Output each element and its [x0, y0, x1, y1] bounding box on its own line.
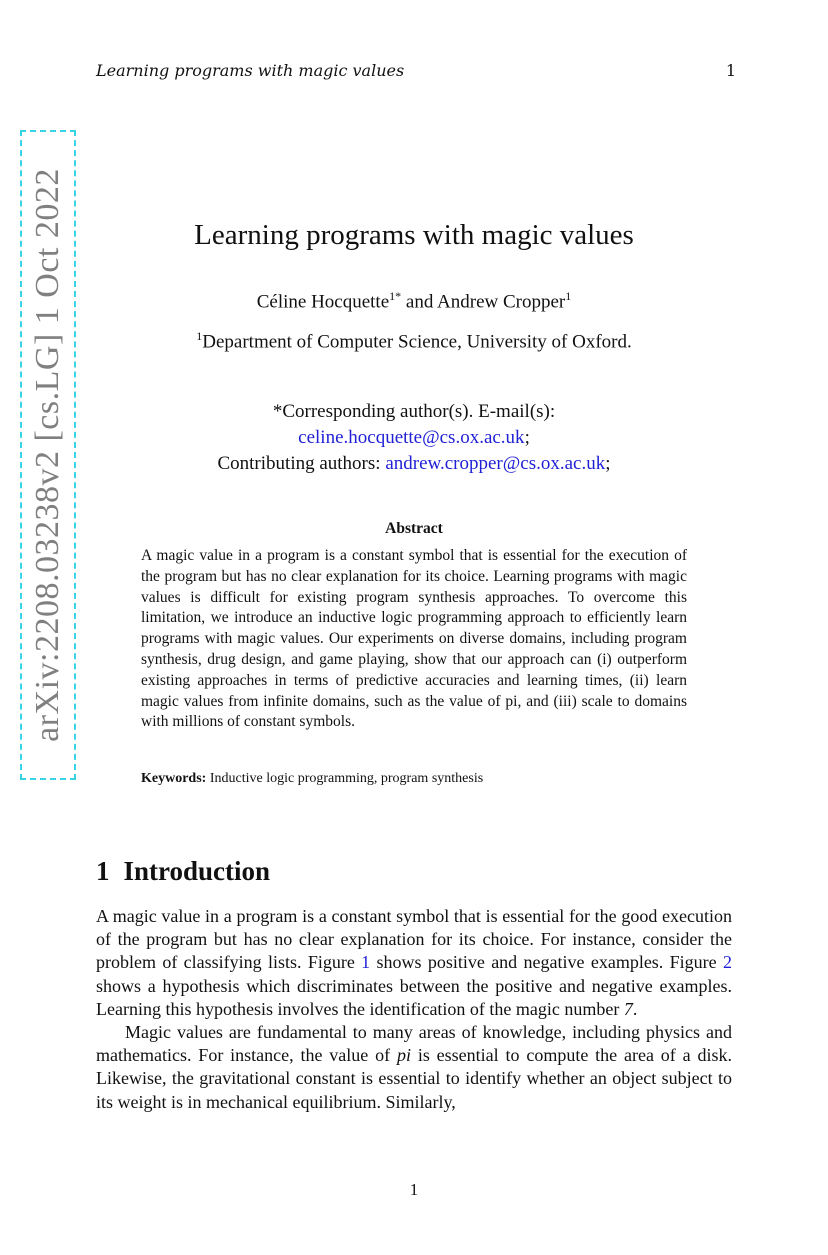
author-list [0, 289, 828, 313]
section-body [96, 905, 732, 1114]
keywords-text: Inductive logic programming, program synthesis [206, 771, 484, 786]
paragraph [96, 1021, 732, 1114]
figure-ref-link[interactable]: 2 [723, 952, 732, 973]
section-title: Introduction [123, 856, 271, 886]
author-name: Céline Hocquette [256, 291, 390, 313]
affiliation-text: Department of Computer Science, University of Oxford. [202, 331, 632, 353]
separator: ; [605, 453, 611, 474]
running-title: Learning programs with magic values [96, 61, 405, 80]
paragraph-text: Magic values are fundamental to many areas of knowledge, including physics and mathematics. For instance, the value of [96, 1022, 732, 1066]
corresponding-line: *Corresponding author(s). E-mail(s): [272, 401, 556, 422]
header-page-number: 1 [725, 61, 736, 80]
author-superscript: 1* [389, 289, 402, 303]
author-superscript: 1 [565, 289, 572, 303]
paragraph-text: . [632, 998, 638, 1019]
figure-ref-link[interactable]: 1 [361, 952, 371, 973]
paragraph [96, 905, 732, 1021]
paper-title: Learning programs with magic values [194, 219, 634, 251]
magic-number: 7 [623, 998, 633, 1019]
author-name: Andrew Cropper [437, 291, 566, 313]
pi-term: pi [396, 1045, 411, 1066]
contributing-label: Contributing authors: [217, 453, 386, 474]
keywords [141, 771, 701, 787]
arxiv-stamp-text: arXiv:2208.03238v2 [cs.LG] 1 Oct 2022 [29, 168, 66, 742]
affiliation [0, 329, 828, 353]
paragraph-text: A magic value in a program is a constant symbol that is essential for the good execution of the program but has no clear explanation for its choice. For instance, consider the problem of classifying lists. Figure [96, 906, 732, 973]
affiliation-superscript: 1 [196, 329, 203, 343]
section-number: 1 [96, 856, 110, 886]
footer-page-number: 1 [409, 1180, 419, 1199]
paragraph-text: shows positive and negative examples. Figure [370, 952, 723, 973]
keywords-label: Keywords: [141, 771, 207, 786]
section-heading [96, 856, 270, 887]
author-conjunction: and [401, 291, 438, 313]
running-header [96, 61, 736, 80]
abstract-heading: Abstract [385, 520, 443, 537]
abstract-text: A magic value in a program is a constant symbol that is essential for the execution of the program but has no clear explanation for its choice. Learning programs with magic values is difficult for existing program synthesis approaches. To overcome this limitation, we introduce an inductive logic programming approach to efficiently learn programs with magic values. Our experiments on diverse domains, including program synthesis, drug design, and game playing, show that our approach can (i) outperform existing approaches in terms of predictive accuracies and learning times, (ii) learn magic values from infinite domains, such as the value of pi, and (iii) scale to domains with millions of constant symbols. [141, 547, 687, 731]
separator: ; [524, 427, 530, 448]
correspondence-block [0, 399, 828, 477]
paragraph-text: shows a hypothesis which discriminates between the positive and negative examples. Learning this hypothesis involves the identification of the magic number [96, 975, 732, 1019]
paragraph-text: is essential to compute the area of a disk. Likewise, the gravitational constant is essential to identify whether an object subject to its weight is in mechanical equilibrium. Similarly, [96, 1045, 732, 1112]
email-link-author1[interactable]: celine.hocquette@cs.ox.ac.uk [298, 427, 525, 448]
email-link-author2[interactable]: andrew.cropper@cs.ox.ac.uk [385, 453, 606, 474]
